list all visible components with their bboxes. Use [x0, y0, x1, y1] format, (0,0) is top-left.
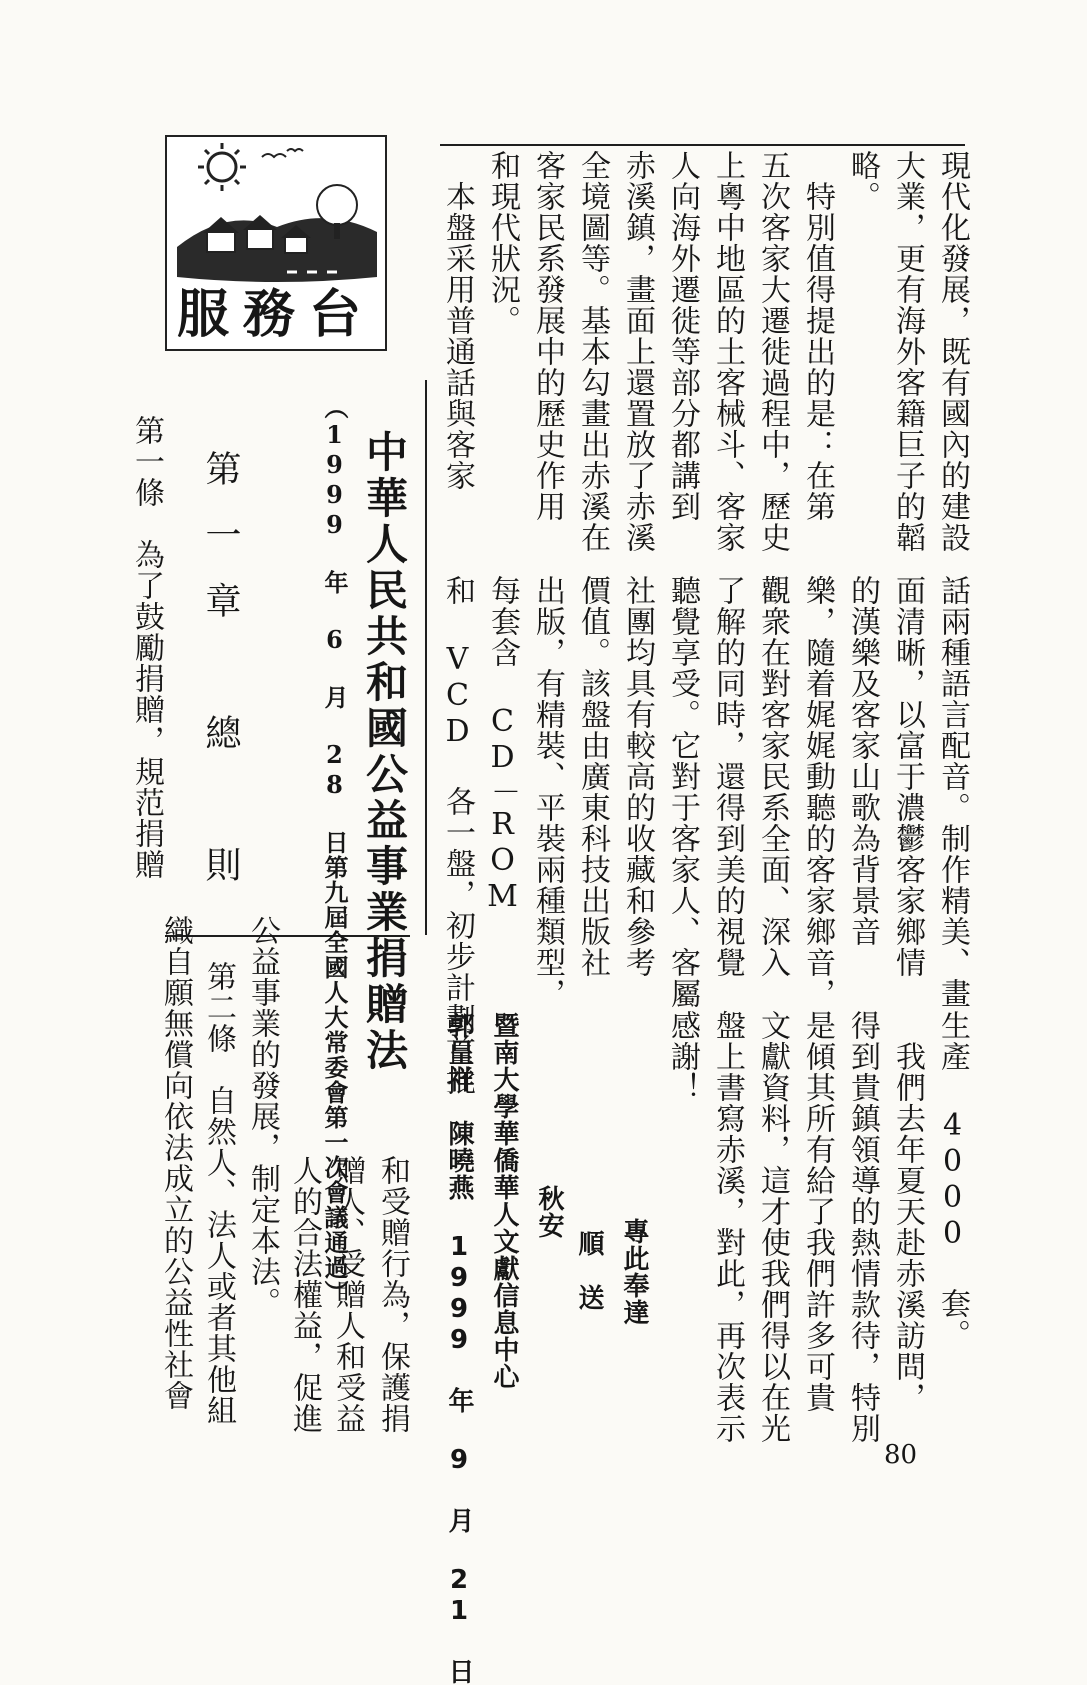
text-column: 價值。該盤由廣東科技出版社 [575, 575, 610, 978]
sender-organization: 暨南大學華僑華人文獻信息中心 [489, 1012, 519, 1390]
text-column: 客家民系發展中的歷史作用 [530, 150, 565, 522]
text-column: 生產 4000 套。 [935, 1010, 970, 1350]
closing-line: 秋安 [534, 1185, 564, 1239]
text-column: 盤上書寫赤溪，對此，再次表示 [710, 1010, 745, 1444]
article-text: 第二條 自然人、法人或者其他組 [201, 930, 236, 1426]
text-column: 和 VCD 各一盤，初步計劃首批 [440, 575, 475, 1096]
text-column: 的漢樂及客家山歌為背景音 [845, 575, 880, 947]
divider-vertical [425, 380, 427, 935]
text-column: 大業，更有海外客籍巨子的韜 [890, 150, 925, 553]
chapter-heading: 第一章 總 則 [200, 450, 241, 912]
text-column: 話兩種語言配音。制作精美、畫 [935, 575, 970, 1009]
text-column: 了解的同時，還得到美的視覺 [710, 575, 745, 978]
article-text: 第一條 為了鼓勵捐贈，規范捐贈 [129, 415, 164, 880]
law-title: 中華人民共和國公益事業捐贈法 [360, 430, 409, 1074]
text-column: 每套含 CD－ROM [485, 575, 520, 915]
text-column: 略。 [845, 150, 880, 212]
text-column: 我們去年夏天赴赤溪訪問， [890, 1010, 925, 1413]
text-column: 五次客家大遷徙過程中，歷史 [755, 150, 790, 553]
text-column: 感謝！ [665, 1010, 700, 1103]
text-column: 和現代狀況。 [485, 150, 520, 336]
text-column: 得到貴鎮領導的熱情款待，特別 [845, 1010, 880, 1444]
closing-line: 專此奉達 [619, 1218, 649, 1326]
text-column: 上粵中地區的土客械斗、客家 [710, 150, 745, 553]
text-column: 社團均具有較高的收藏和參考 [620, 575, 655, 978]
text-column: 人向海外遷徙等部分都講到 [665, 150, 700, 522]
article-text: 和受贈行為，保護捐 [375, 1155, 410, 1434]
law-subtitle: （1999 年 6 月 28 日第九屆全國人大常委會第一次會議通過） [320, 395, 349, 1305]
logo-text: 服務台 [177, 284, 376, 345]
article-text: 人的合法權益，促進 [287, 1155, 322, 1434]
text-column: 全境圖等。基本勾畫出赤溪在 [575, 150, 610, 553]
article-text: 贈人、受贈人和受益 [330, 1155, 365, 1434]
text-column: 現代化發展，既有國內的建設 [935, 150, 970, 553]
text-column: 本盤采用普通話與客家 [440, 150, 475, 491]
text-column: 赤溪鎮，畫面上還置放了赤溪 [620, 150, 655, 553]
text-column: 聽覺享受。它對于客家人、客屬 [665, 575, 700, 1009]
text-column: 文獻資料，這才使我們得以在光 [755, 1010, 790, 1444]
text-column: 樂，隨着娓娓動聽的客家鄉音， [800, 575, 835, 1009]
text-column: 面清晰，以富于濃鬱客家鄉情 [890, 575, 925, 978]
article-text: 公益事業的發展，制定本法。 [245, 915, 280, 1318]
text-column: 特別值得提出的是：在第 [800, 150, 835, 522]
text-column: 是傾其所有給了我們許多可貴 [800, 1010, 835, 1413]
sender-signature: 郭呈祥 陳曉燕 1999 年 9 月 21 日 [444, 1012, 474, 1685]
divider-upper [440, 144, 965, 146]
page-number: 80 [884, 1440, 918, 1470]
closing-line: 順 送 [574, 1230, 604, 1311]
article-text: 織自願無償向依法成立的公益性社會 [158, 915, 193, 1411]
text-column: 出版，有精裝、平裝兩種類型， [530, 575, 565, 1009]
text-column: 觀衆在對客家民系全面、深入 [755, 575, 790, 978]
service-desk-logo [165, 135, 387, 351]
